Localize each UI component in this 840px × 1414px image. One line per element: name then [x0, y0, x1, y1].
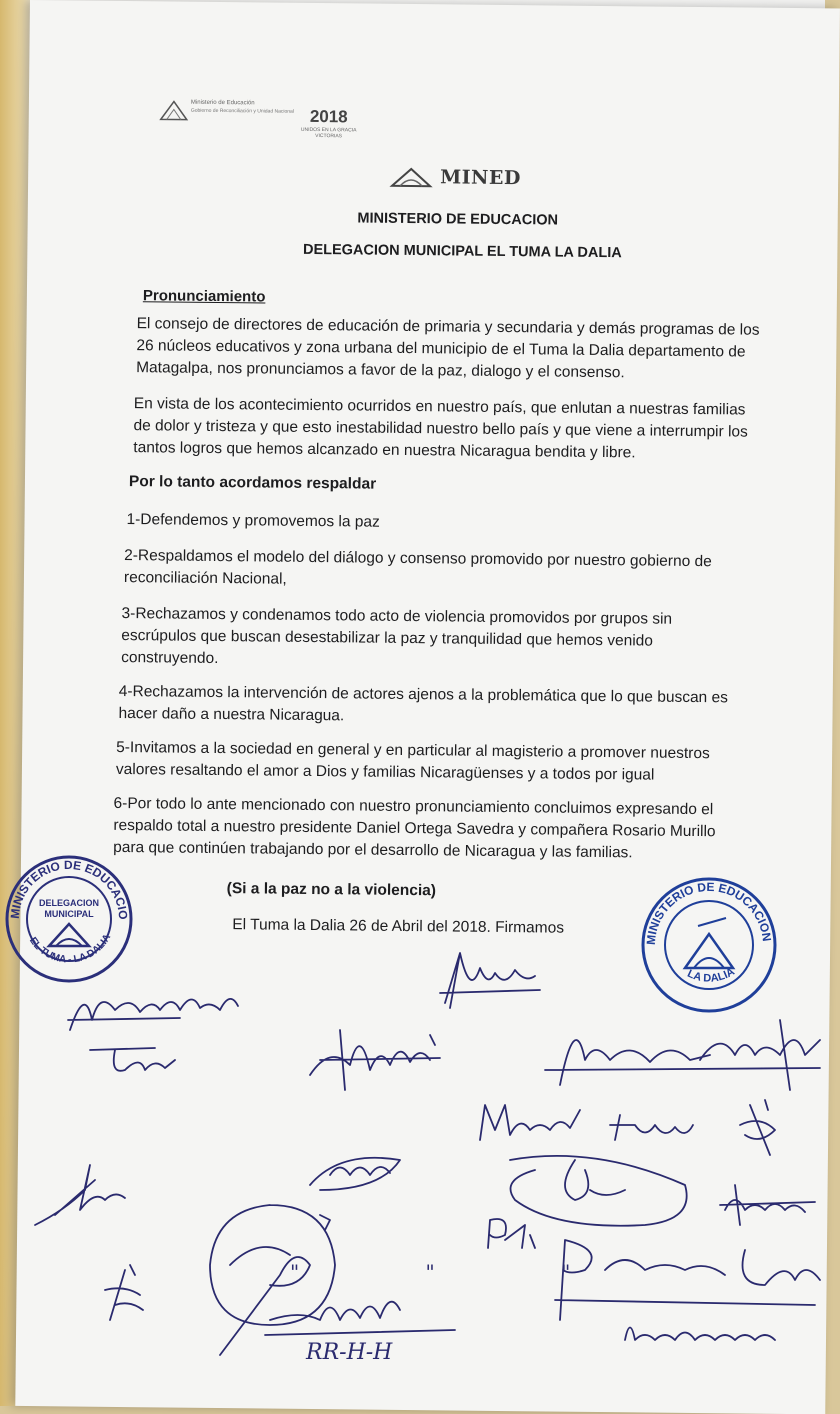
year-badge — [294, 107, 364, 140]
paragraph-1 — [136, 313, 817, 386]
right-stamp-ring-text: MINISTERIO DE EDUCACION — [643, 879, 774, 946]
item-5 — [116, 737, 816, 788]
item-1 — [126, 509, 806, 538]
signature-2 — [85, 1040, 180, 1080]
signature-17 — [260, 1280, 460, 1345]
right-stamp-graphic — [640, 876, 778, 1014]
text-line: 4-Rechazamos la intervención de actores ajenos a la problemática que lo que buscan es — [118, 682, 728, 707]
right-stamp-bottom-text: LA DALIA — [685, 965, 737, 985]
signature-8 — [730, 1095, 790, 1165]
signature-13 — [480, 1210, 540, 1255]
ministry-title: MINISTERIO DE EDUCACION — [357, 210, 559, 229]
text-line: 5-Invitamos a la sociedad en general y en particular al magisterio a promover nuestros — [116, 738, 710, 763]
signature-3 — [430, 948, 550, 1018]
slogan: (Si a la paz no a la violencia) — [226, 880, 437, 900]
text-line: de dolor y tristeza y que esto inestabilidad nuestro bello país y que viene a interrumpir los — [133, 417, 748, 441]
left-logo-text: Ministerio de Educación — [190, 99, 255, 107]
item-4 — [118, 681, 818, 732]
paragraph-2 — [133, 393, 824, 466]
resolve-heading: Por lo tanto acordamos respaldar — [128, 473, 377, 493]
mined-triangle-icon — [159, 99, 189, 121]
delegation-title: DELEGACION MUNICIPAL EL TUMA LA DALIA — [302, 241, 622, 262]
mined-logo-text: MINED — [440, 166, 522, 190]
document-heading: Pronunciamiento — [142, 287, 266, 306]
svg-text:EL TUMA - LA DALIA — [27, 932, 113, 965]
header-left-logo — [159, 97, 295, 128]
text-line: El consejo de directores de educación de primaria y secundaria y demás programas de los — [136, 315, 760, 339]
text-line: 1-Defendemos y promovemos la paz — [126, 511, 380, 531]
mined-logo — [390, 166, 550, 194]
left-stamp-inner-line1: DELEGACION — [38, 898, 100, 908]
text-line: 26 núcleos educativos y zona urbana del municipio de el Tuma la Dalia departamento de — [136, 337, 746, 361]
text-line: En vista de los acontecimiento ocurridos en nuestro país, que enlutan a nuestras familias — [133, 395, 746, 419]
closing-line: El Tuma la Dalia 26 de Abril del 2018. Firmamos — [232, 916, 565, 937]
signature-16 — [95, 1260, 155, 1330]
item-6 — [113, 793, 824, 866]
signature-14 — [715, 1180, 825, 1230]
hr-annotation: RR-H-H — [306, 1340, 393, 1365]
item-3 — [121, 603, 822, 676]
text-line: respaldo total a nuestro presidente Daniel Ortega Savedra y compañera Rosario Murillo — [113, 816, 716, 841]
year-badge-sub: UNIDOS EN LA GRACIA VICTORIAS — [300, 126, 357, 140]
text-line: tantos logros que hemos alcanzado en nuestra Nicaragua bendita y libre. — [133, 439, 636, 462]
signature-1 — [60, 980, 250, 1040]
item-2 — [124, 545, 824, 596]
signature-5 — [540, 1000, 825, 1095]
right-official-stamp — [640, 876, 778, 1014]
left-stamp-bottom-text: EL TUMA - LA DALIA — [26, 932, 114, 966]
left-logo-tagline: Gobierno de Reconciliación y Unidad Nacional — [190, 107, 295, 115]
signature-10 — [300, 1145, 410, 1200]
text-line: Matagalpa, nos pronunciamos a favor de la paz, dialogo y el consenso. — [136, 359, 625, 382]
signature-11 — [25, 1160, 135, 1235]
left-official-stamp — [4, 854, 134, 984]
text-line: reconciliación Nacional, — [123, 569, 287, 588]
text-line: 3-Rechazamos y condenamos todo acto de violencia promovidos por grupos sin — [121, 604, 673, 628]
text-line: valores resaltando el amor a Dios y familias Nicaragüenses y a todos por igual — [115, 760, 655, 784]
left-stamp-inner-line2: MUNICIPAL — [44, 909, 94, 919]
text-line: 2-Respaldamos el modelo del diálogo y consenso promovido por nuestro gobierno de — [124, 547, 712, 571]
text-line: 6-Por todo lo ante mencionado con nuestro pronunciamiento concluimos expresando el — [113, 794, 714, 819]
text-line: construyendo. — [121, 648, 219, 668]
text-line: para que continúen trabajando por el desarrollo de Nicaragua y las familias. — [113, 838, 633, 862]
text-line: escrúpulos que buscan desestabilizar la paz y tranquilidad que hemos venido — [121, 626, 654, 650]
mined-logo-icon — [390, 166, 432, 188]
year-badge-number: 2018 — [309, 106, 348, 127]
left-stamp-ring-text: MINISTERIO DE EDUCACIO — [7, 857, 131, 920]
signature-4 — [300, 1020, 450, 1095]
signature-18 — [615, 1305, 785, 1355]
quote-marks-annotation: " " " — [290, 1260, 631, 1284]
left-stamp-graphic — [4, 854, 134, 984]
text-line: hacer daño a nuestra Nicaragua. — [118, 704, 345, 725]
